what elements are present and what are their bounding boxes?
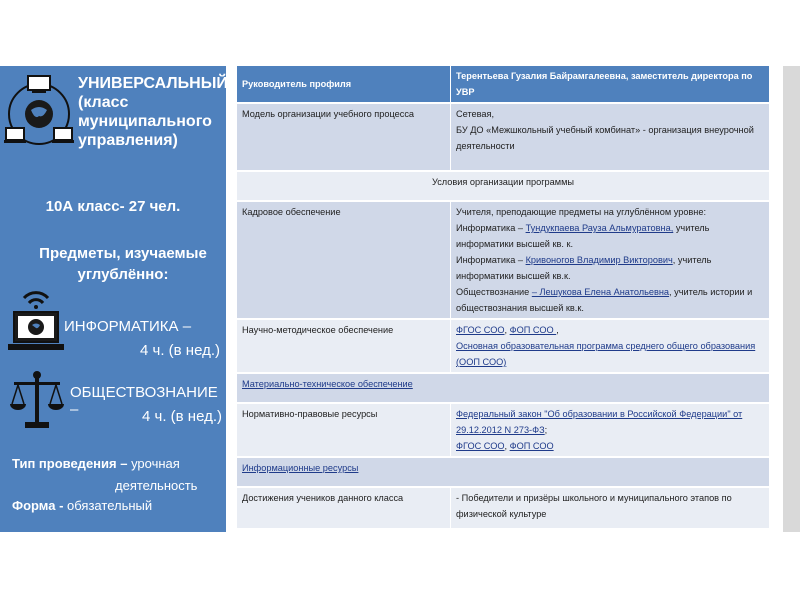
subject-informatics: ИНФОРМАТИКА – bbox=[64, 318, 192, 335]
table-row bbox=[237, 202, 770, 320]
row-value bbox=[451, 320, 770, 374]
row-value bbox=[451, 404, 770, 458]
federal-law-link[interactable]: Федеральный закон "Об образовании в Российской Федерации" от 29.12.2012 N 273-ФЗ bbox=[456, 409, 743, 435]
lesson-form-label: Форма - bbox=[12, 498, 68, 513]
teacher-link-leshukova[interactable]: – Лешукова Елена Анатольевна bbox=[531, 287, 670, 297]
profile-title bbox=[78, 74, 228, 150]
staff-informatics-1 bbox=[456, 220, 764, 252]
table-row bbox=[237, 172, 770, 202]
information-resources-link[interactable]: Информационные ресурсы bbox=[242, 463, 359, 473]
staff-intro: Учителя, преподающие предметы на углублённом уровне: bbox=[456, 207, 707, 217]
material-row bbox=[237, 374, 770, 404]
subject-informatics-hours: 4 ч. (в нед.) bbox=[140, 342, 221, 359]
class-info: 10А класс- 27 чел. bbox=[45, 198, 181, 215]
model-value-2: БУ ДО «Межшкольный учебный комбинат» - организация внеурочной деятельности bbox=[456, 125, 754, 151]
row-label: Нормативно-правовые ресурсы bbox=[237, 404, 451, 458]
staff-suffix: , учитель информатики высшей кв.к. bbox=[456, 255, 712, 281]
fgos-soo-link[interactable]: ФГОС СОО bbox=[456, 325, 505, 335]
row-label: Достижения учеников данного класса bbox=[237, 488, 451, 530]
subjects-title-line-1: Предметы, изучаемые bbox=[39, 245, 207, 262]
row-value: - Победители и призёры школьного и муниципального этапов по физической культуре bbox=[451, 488, 770, 530]
lesson-type-value: урочная bbox=[131, 456, 180, 471]
row-value bbox=[451, 104, 770, 172]
staff-suffix: учитель информатики высшей кв. к. bbox=[456, 223, 710, 249]
row-value bbox=[451, 202, 770, 320]
table-row bbox=[237, 320, 770, 374]
material-technical-link[interactable]: Материально-техническое обеспечение bbox=[242, 379, 413, 389]
profile-line-3: муниципального bbox=[78, 113, 212, 130]
fop-soo-link[interactable]: ФОП СОО bbox=[509, 325, 557, 335]
lesson-type bbox=[12, 456, 180, 471]
laptop-wifi-icon bbox=[8, 286, 64, 363]
teacher-link-krivonogov[interactable]: Кривоногов Владимир Викторович bbox=[525, 255, 673, 265]
staff-suffix: , учитель истории и обществознания высшей кв.к. bbox=[456, 287, 753, 313]
scrollbar[interactable] bbox=[783, 66, 800, 532]
info-resources-row bbox=[237, 458, 770, 488]
conditions-title: Условия организации программы bbox=[237, 172, 770, 202]
profile-line-4: управления) bbox=[78, 132, 178, 149]
lesson-form bbox=[12, 498, 152, 513]
fgos-soo-link-2[interactable]: ФГОС СОО bbox=[456, 441, 505, 451]
profile-line-2: (класс bbox=[78, 94, 129, 111]
scales-icon bbox=[10, 370, 64, 437]
separator: , bbox=[504, 325, 510, 335]
profile-info-table bbox=[237, 66, 770, 530]
fop-soo-link-2[interactable]: ФОП СОО bbox=[509, 441, 554, 451]
table-header-row bbox=[237, 66, 770, 104]
table-row bbox=[237, 374, 770, 404]
teacher-link-tundukpaeva[interactable]: Тундукпаева Рауза Альмуратовна, bbox=[525, 223, 674, 233]
table-row bbox=[237, 458, 770, 488]
staff-prefix: Обществознание bbox=[456, 287, 532, 297]
lesson-type-value-2: деятельность bbox=[115, 478, 198, 493]
top-blank-area bbox=[0, 0, 800, 66]
subject-social-studies-hours: 4 ч. (в нед.) bbox=[142, 408, 223, 425]
subject-social-studies: ОБЩЕСТВОЗНАНИЕ – bbox=[70, 384, 218, 418]
row-label: Кадровое обеспечение bbox=[237, 202, 451, 320]
staff-prefix: Информатика – bbox=[456, 223, 526, 233]
table-row bbox=[237, 104, 770, 172]
row-label: Научно-методическое обеспечение bbox=[237, 320, 451, 374]
separator: , bbox=[504, 441, 510, 451]
profile-sidebar bbox=[0, 66, 226, 532]
staff-informatics-2 bbox=[456, 252, 764, 284]
table-row bbox=[237, 404, 770, 458]
network-globe-icon bbox=[4, 70, 74, 163]
staff-prefix: Информатика – bbox=[456, 255, 526, 265]
model-value-1: Сетевая, bbox=[456, 109, 495, 119]
subjects-title-line-2: углублённо: bbox=[77, 266, 169, 283]
lesson-form-value: обязательный bbox=[67, 498, 153, 513]
profile-line-1: УНИВЕРСАЛЬНЫЙ bbox=[78, 75, 228, 92]
row-label: Модель организации учебного процесса bbox=[237, 104, 451, 172]
subjects-title bbox=[20, 243, 226, 285]
header-profile-lead-value: Терентьева Гузалия Байрамгалеевна, заместитель директора по УВР bbox=[451, 66, 770, 104]
separator: ; bbox=[544, 425, 548, 435]
oop-soo-link[interactable]: Основная образовательная программа среднего общего образования (ООП СОО) bbox=[456, 341, 756, 367]
header-profile-lead-label: Руководитель профиля bbox=[237, 66, 451, 104]
staff-social bbox=[456, 284, 764, 316]
lesson-type-label: Тип проведения – bbox=[12, 456, 132, 471]
separator: , bbox=[556, 325, 559, 335]
table-row bbox=[237, 488, 770, 530]
